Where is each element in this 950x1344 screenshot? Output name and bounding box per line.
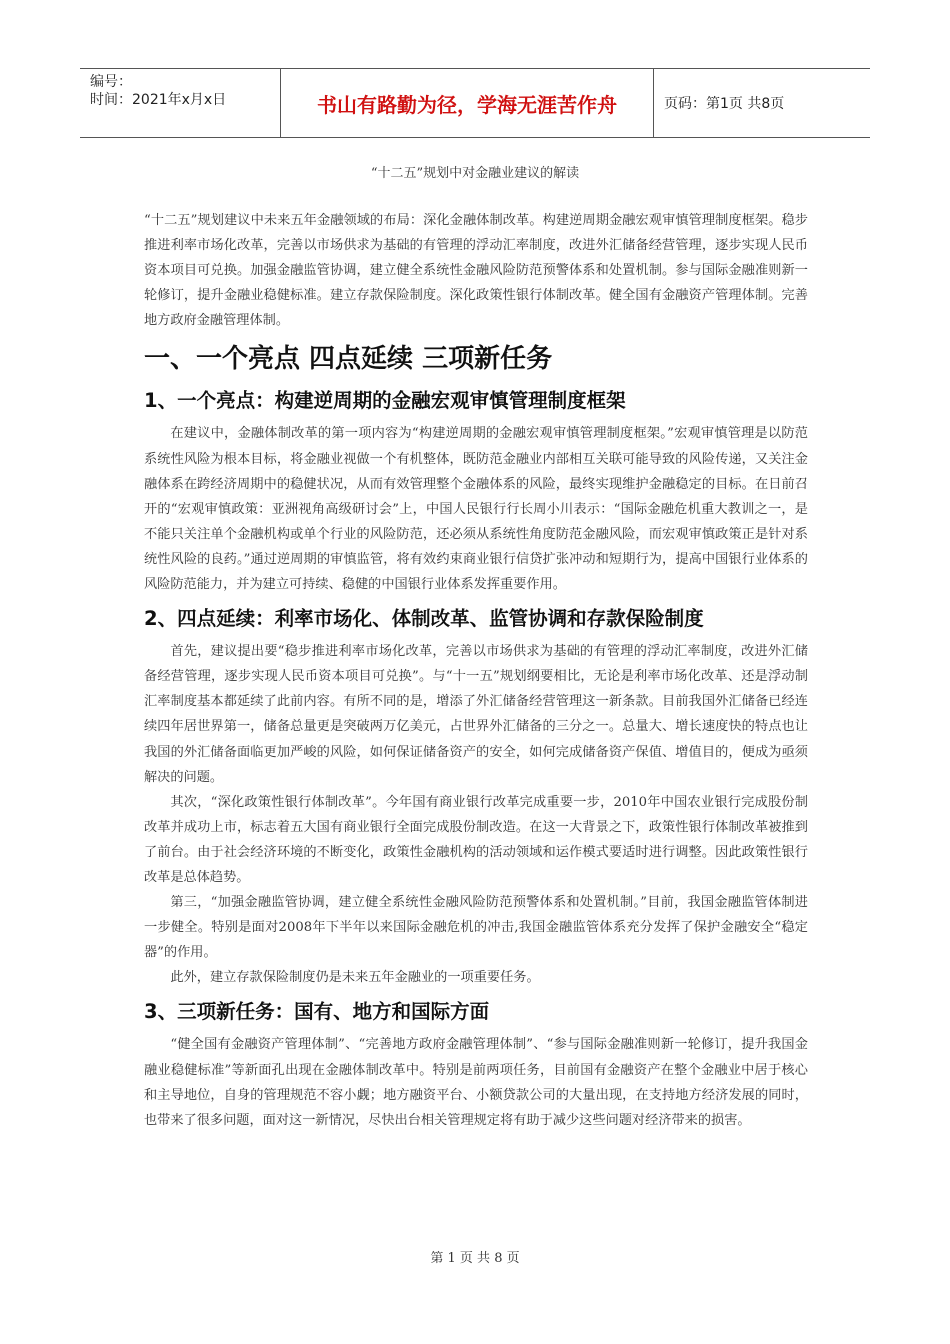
- intro-paragraph: “十二五”规划建议中未来五年金融领域的布局：深化金融体制改革。构建逆周期金融宏观审慎管理制度框架。稳步推进利率市场化改革，完善以市场供求为基础的有管理的浮动汇率制度，改进外汇储备经营管理，逐步实现人民币资本项目可兑换。加强金融监管协调，建立健全系统性金融风险防范预警体系和处置机制。参与国际金融准则新一轮修订，提升金融业稳健标准。建立存款保险制度。深化政策性银行体制改革。健全国有金融资产管理体制。完善地方政府金融管理体制。: [144, 213, 808, 329]
- header-meta: [80, 69, 280, 137]
- document-header: [80, 68, 870, 138]
- subsection-heading-2: 2、四点延续：利率市场化、体制改革、监管协调和存款保险制度: [144, 607, 704, 631]
- document-body: [144, 208, 808, 1133]
- paragraph: 其次，“深化政策性银行体制改革”。今年国有商业银行改革完成重要一步，2010年中国农业银行完成股份制改革并成功上市，标志着五大国有商业银行全面完成股份制改造。在这一大背景之下，政策性银行体制改革被推到了前台。由于社会经济环境的不断变化，政策性金融机构的活动领域和运作模式要适时进行调整。因此政策性银行改革是总体趋势。: [144, 794, 808, 885]
- header-page-number: 页码：第1页 共8页: [664, 96, 785, 112]
- code-label: 编号：: [90, 74, 132, 90]
- section-heading-1: 一、一个亮点 四点延续 三项新任务: [144, 344, 553, 375]
- paragraph: 在建议中，金融体制改革的第一项内容为“构建逆周期的金融宏观审慎管理制度框架。”宏观审慎管理是以防范系统性风险为根本目标，将金融业视做一个有机整体，既防范金融业内部相互关联可能导致的风险传递，又关注金融体系在跨经济周期中的稳健状况，从而有效管理整个金融体系的风险，最终实现维护金融稳定的目标。在日前召开的“宏观审慎政策：亚洲视角高级研讨会”上，中国人民银行行长周小川表示：“国际金融危机重大教训之一，是不能只关注单个金融机构或单个行业的风险防范，还必须从系统性角度防范金融风险，而宏观审慎政策正是针对系统性风险的良药。”通过逆周期的审慎监管，将有效约束商业银行信贷扩张冲动和短期行为，提高中国银行业体系的风险防范能力，并为建立可持续、稳健的中国银行业体系发挥重要作用。: [144, 426, 808, 593]
- paragraph: 首先，建议提出要“稳步推进利率市场化改革，完善以市场供求为基础的有管理的浮动汇率制度，改进外汇储备经营管理，逐步实现人民币资本项目可兑换”。与“十一五”规划纲要相比，无论是利率市场化改革、还是浮动制汇率制度基本都延续了此前内容。有所不同的是，增添了外汇储备经营管理这一新条款。目前我国外汇储备已经连续四年居世界第一，储备总量更是突破两万亿美元，占世界外汇储备的三分之一。总量大、增长速度快的特点也让我国的外汇储备面临更加严峻的风险，如何保证储备资产的安全，如何完成储备资产保值、增值目的，便成为亟须解决的问题。: [144, 644, 808, 785]
- paragraph: “健全国有金融资产管理体制”、“完善地方政府金融管理体制”、“参与国际金融准则新一轮修订，提升我国金融业稳健标准”等新面孔出现在金融体制改革中。特别是前两项任务，目前国有金融资产在整个金融业中居于核心和主导地位，自身的管理规范不容小觑；地方融资平台、小额贷款公司的大量出现，在支持地方经济发展的同时，也带来了很多问题，面对这一新情况，尽快出台相关管理规定将有助于减少这些问题对经济带来的损害。: [144, 1037, 808, 1128]
- document-title: “十二五”规划中对金融业建议的解读: [370, 166, 580, 181]
- paragraph: 第三，“加强金融监管协调，建立健全系统性金融风险防范预警体系和处置机制。”目前，我国金融监管体制进一步健全。特别是面对2008年下半年以来国际金融危机的冲击,我国金融监管体系充分发挥了保护金融安全“稳定器”的作用。: [144, 895, 808, 961]
- time-label: 时间：2021年x月x日: [90, 92, 227, 108]
- header-motto: 书山有路勤为径，学海无涯苦作舟: [280, 69, 654, 137]
- subsection-heading-1: 1、一个亮点：构建逆周期的金融宏观审慎管理制度框架: [144, 389, 626, 413]
- subsection-heading-3: 3、三项新任务：国有、地方和国际方面: [144, 1000, 490, 1024]
- page-footer: 第 1 页 共 8 页: [430, 1251, 520, 1266]
- paragraph: 此外，建立存款保险制度仍是未来五年金融业的一项重要任务。: [170, 970, 540, 986]
